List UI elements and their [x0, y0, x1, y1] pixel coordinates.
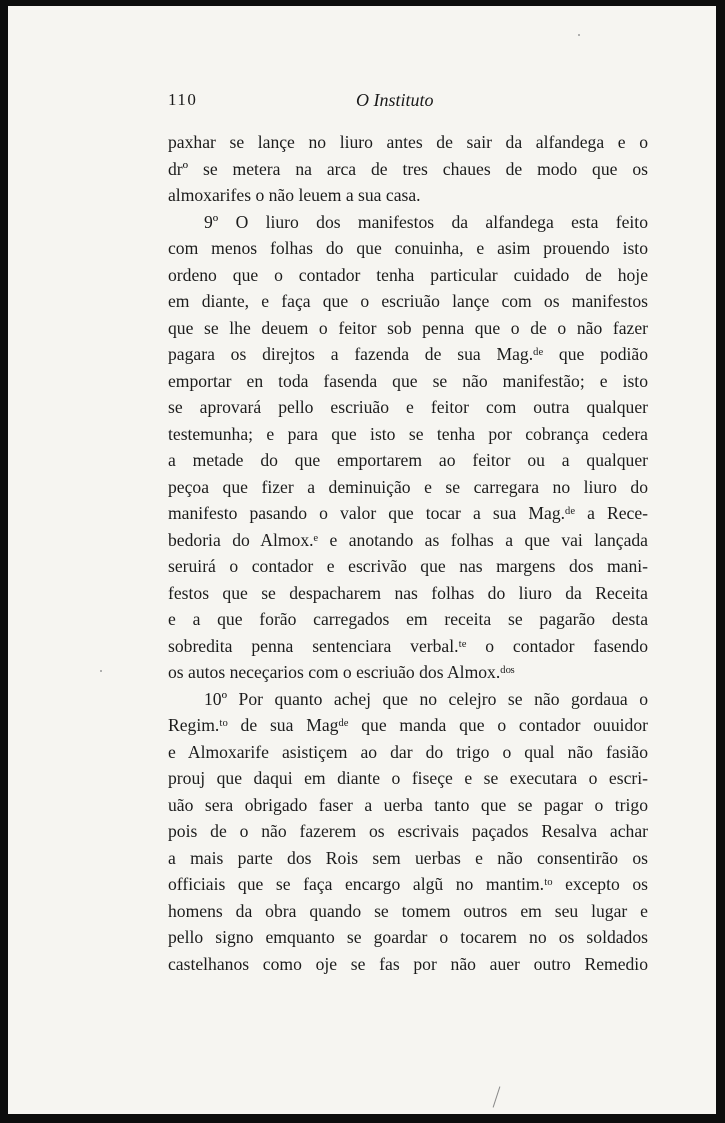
paragraph-9-start: 9º O liuro dos manifestos da alfandega esta feito	[204, 211, 648, 232]
text-line: pello signo emquanto se goardar o tocarem no os soldados	[168, 927, 648, 947]
text-line: ordeno que o contador tenha particular cuidado de hoje	[168, 264, 648, 285]
pen-mark	[493, 1086, 501, 1107]
document-page	[8, 6, 716, 1114]
text-line: pagara os direjtos a fazenda de sua Mag.ᵈᵉ que podião	[168, 344, 648, 364]
text-line: que se lhe deuem o feitor sob penna que o de o não fazer	[168, 317, 648, 338]
text-line: uão sera obrigado faser a uerba tanto que se pagar o trigo	[168, 794, 648, 815]
text-line: Regim.ᵗᵒ de sua Magᵈᵉ que manda que o contador ouuidor	[168, 715, 648, 735]
running-title: O Instituto	[356, 90, 434, 110]
text-line: e a que forão carregados em receita se pagarão desta	[168, 609, 648, 629]
text-line: e Almoxarife asistiçem ao dar do trigo o qual não fasião	[168, 741, 648, 762]
text-line: emportar en toda fasenda que se não manifestão; e isto	[168, 370, 648, 391]
text-line: prouj que daqui em diante o fiseçe e se executara o escri-	[168, 768, 648, 788]
text-line: paxhar se lançe no liuro antes de sair da alfandega e o	[168, 132, 648, 152]
text-line: os autos neceçarios com o escriuão dos Almox.ᵈᵒˢ	[168, 662, 515, 682]
speck-mark	[578, 34, 580, 36]
text-line: a metade do que emportarem ao feitor ou a qualquer	[168, 450, 648, 470]
text-line: officiais que se faça encargo algũ no mantim.ᵗᵒ excepto os	[168, 874, 648, 894]
text-line: se aprovará pello escriuão e feitor com outra qualquer	[168, 397, 648, 417]
text-line: pois de o não fazerem os escrivais paçados Resalva achar	[168, 821, 648, 841]
paragraph-10-start: 10º Por quanto achej que no celejro se não gordaua o	[204, 688, 648, 709]
text-line: com menos folhas do que conuinha, e asim prouendo isto	[168, 238, 648, 258]
page-number: 110	[168, 90, 198, 109]
running-head	[168, 90, 648, 112]
text-line: manifesto pasando o valor que tocar a sua Mag.ᵈᵉ a Rece-	[168, 503, 648, 523]
text-line: sobredita penna sentenciara verbal.ᵗᵉ o contador fasendo	[168, 635, 648, 656]
text-line: castelhanos como oje se fas por não auer outro Remedio	[168, 953, 648, 974]
text-line: almoxarifes o não leuem a sua casa.	[168, 185, 421, 205]
body-text	[168, 129, 648, 977]
text-line: testemunha; e para que isto se tenha por cobrança cedera	[168, 423, 648, 444]
text-line: em diante, e faça que o escriuão lançe com os manifestos	[168, 291, 648, 311]
text-line: drº se metera na arca de tres chaues de modo que os	[168, 158, 648, 179]
speck-mark	[100, 670, 102, 672]
text-line: bedoria do Almox.ᵉ e anotando as folhas a que vai lançada	[168, 529, 648, 550]
text-line: a mais parte dos Rois sem uerbas e não consentirão os	[168, 847, 648, 868]
text-line: homens da obra quando se tomem outros em seu lugar e	[168, 900, 648, 921]
text-line: peçoa que fizer a deminuição e se carregara no liuro do	[168, 476, 648, 497]
text-line: festos que se despacharem nas folhas do liuro da Receita	[168, 582, 648, 603]
text-line: seruirá o contador e escrivão que nas margens dos mani-	[168, 556, 648, 576]
